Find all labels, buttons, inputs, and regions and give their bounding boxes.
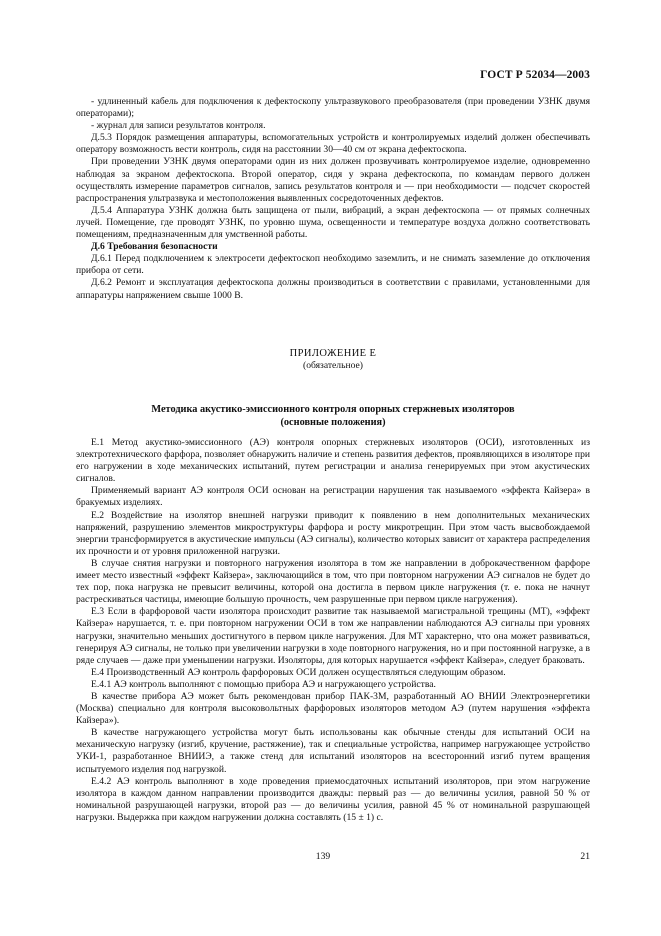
paragraph: Е.4 Производственный АЭ контроль фарфоровых ОСИ должен осуществляться следующим образом. xyxy=(91,666,506,678)
paragraph: Д.5.4 Аппаратура УЗНК должна быть защищена от пыли, вибраций, а экран дефектоскопа — от прямых солнечных лучей. Помещение, где проводят УЗНК, по уровню шума, освещенности и температуре воздуха должно соответствовать помещениям, предназначенным для умственной работы. xyxy=(76,204,590,241)
paragraph: Д.6.1 Перед подключением к электросети дефектоскоп необходимо заземлить, и не снимать заземление до отключения прибора от сети. xyxy=(76,253,590,277)
paragraph: Д.5.3 Порядок размещения аппаратуры, вспомогательных устройств и контролируемых изделий должен обеспечивать оператору возможность вести контроль, сидя на расстоянии 30—40 см от экрана дефектоскопа. xyxy=(76,132,590,156)
section-d5-d6 xyxy=(76,96,590,302)
page-number: 139 xyxy=(315,851,331,862)
paragraph: Е.3 Если в фарфоровой части изолятора происходит развитие так называемой магистральной трещины (МТ), «эффект Кайзера» нарушается, т. е. при повторном нагружении ОСИ в том же направлении наблюдаются АЭ сигналы при уровнях нагрузки, значительно меньших достигнутого в первом цикле нагружения. Для МТ характерно, что она может развиваться, генерируя АЭ сигналы, не только при увеличении нагрузки в ходе повторного нагружения, но и при постоянной нагрузке, а в ряде случаев — даже при уменьшении нагрузки. Изоляторы, для которых нарушается «эффект Кайзера», следует браковать. xyxy=(76,606,590,666)
paragraph: Д.6.2 Ремонт и эксплуатация дефектоскопа должны производиться в соответствии с правилами, установленными для аппаратуры напряжением свыше 1000 В. xyxy=(76,277,590,301)
paragraph: - журнал для записи результатов контроля. xyxy=(91,120,266,132)
appendix-status: (обязательное) xyxy=(303,360,363,371)
paragraph: В качестве нагружающего устройства могут быть использованы как обычные стенды для испытаний ОСИ на механическую нагрузку (изгиб, кручение, растяжение), так и специальные устройства, например нагружающее устройство УКИ-1, разработанное ВНИИЭ, а также стенд для испытаний изоляторов на всесторонний изгиб путем вращения испытуемого изделия под нагрузкой. xyxy=(76,727,590,775)
paragraph: Е.1 Метод акустико-эмиссионного (АЭ) контроля опорных стержневых изоляторов (ОСИ), изготовленных из электротехнического фарфора, позволяет обнаружить наличие и степень развития дефектов, проявляющихся в изоляторе при его нагружении в ходе механических испытаний, путем регистрации и анализа генерируемых при этом акустических сигналов. xyxy=(76,437,590,485)
paragraph: - удлиненный кабель для подключения к дефектоскопу ультразвукового преобразователя (при проведении УЗНК двумя операторами); xyxy=(76,96,590,120)
paragraph: В случае снятия нагрузки и повторного нагружения изолятора в том же направлении в доброкачественном фарфоре имеет место известный «эффект Кайзера», заключающийся в том, что при повторном нагружении АЭ сигналов не будет до тех пор, пока нагрузка не превысит величины, которой она достигла в первом цикле нагружения (т. е. пока не начнут растрескиваться частицы, имеющие большую прочность, чем разрушенные при первом цикле нагружения). xyxy=(76,557,590,606)
paragraph: Е.4.1 АЭ контроль выполняют с помощью прибора АЭ и нагружающего устройства. xyxy=(91,678,436,690)
sheet-number: 21 xyxy=(580,851,590,862)
section-heading: Д.6 Требования безопасности xyxy=(91,241,218,253)
paragraph: В качестве прибора АЭ может быть рекомендован прибор ПАК-3М, разработанный АО ВНИИ Электроэнергетики (Москва) специально для контроля высоковольтных фарфоровых изоляторов методом АЭ (путем нарушения «эффекта Кайзера»). xyxy=(76,690,590,727)
appendix-heading xyxy=(76,348,590,372)
paragraph: Применяемый вариант АЭ контроля ОСИ основан на регистрации нарушения так называемого «эффекта Кайзера» в бракуемых изделиях. xyxy=(76,485,590,509)
standard-header: ГОСТ Р 52034—2003 xyxy=(480,69,590,81)
method-title-line2: (основные положения) xyxy=(280,416,386,428)
section-e xyxy=(76,437,590,824)
paragraph: Е.4.2 АЭ контроль выполняют в ходе проведения приемосдаточных испытаний изоляторов, при этом нагружение изолятора в каждом данном направлении производится дважды: первый раз — до величины усилия, равной 50 % от номинальной разрушающей нагрузки, второй раз — до величины усилия, равной 45 % от номинальной разрушающей нагрузки. Выдержка при каждом нагружении должна составлять (15 ± 1) с. xyxy=(76,775,590,823)
method-title xyxy=(76,404,590,429)
method-title-line1: Методика акустико-эмиссионного контроля опорных стержневых изоляторов xyxy=(151,404,515,415)
appendix-title: ПРИЛОЖЕНИЕ Е xyxy=(289,348,377,359)
paragraph: При проведении УЗНК двумя операторами один из них должен прозвучивать контролируемое изделие, одновременно наблюдая за экраном дефектоскопа. Второй оператор, сидя у экрана дефектоскопа, по командам первого должен осуществлять измерение параметров сигналов, запись результатов контроля и — при необходимости — подсчет скоростей распространения ультразвука и местоположения выявленных сосредоточенных дефектов. xyxy=(76,156,590,204)
paragraph: Е.2 Воздействие на изолятор внешней нагрузки приводит к появлению в нем дополнительных механических напряжений, разрушению элементов микроструктуры фарфора и росту микротрещин. При этом часть высвобождаемой энергии трансформируется в акустические импульсы (АЭ сигналы), количество которых зависит от характера распределения их прочности и от уровня приложенной нагрузки. xyxy=(76,509,590,557)
